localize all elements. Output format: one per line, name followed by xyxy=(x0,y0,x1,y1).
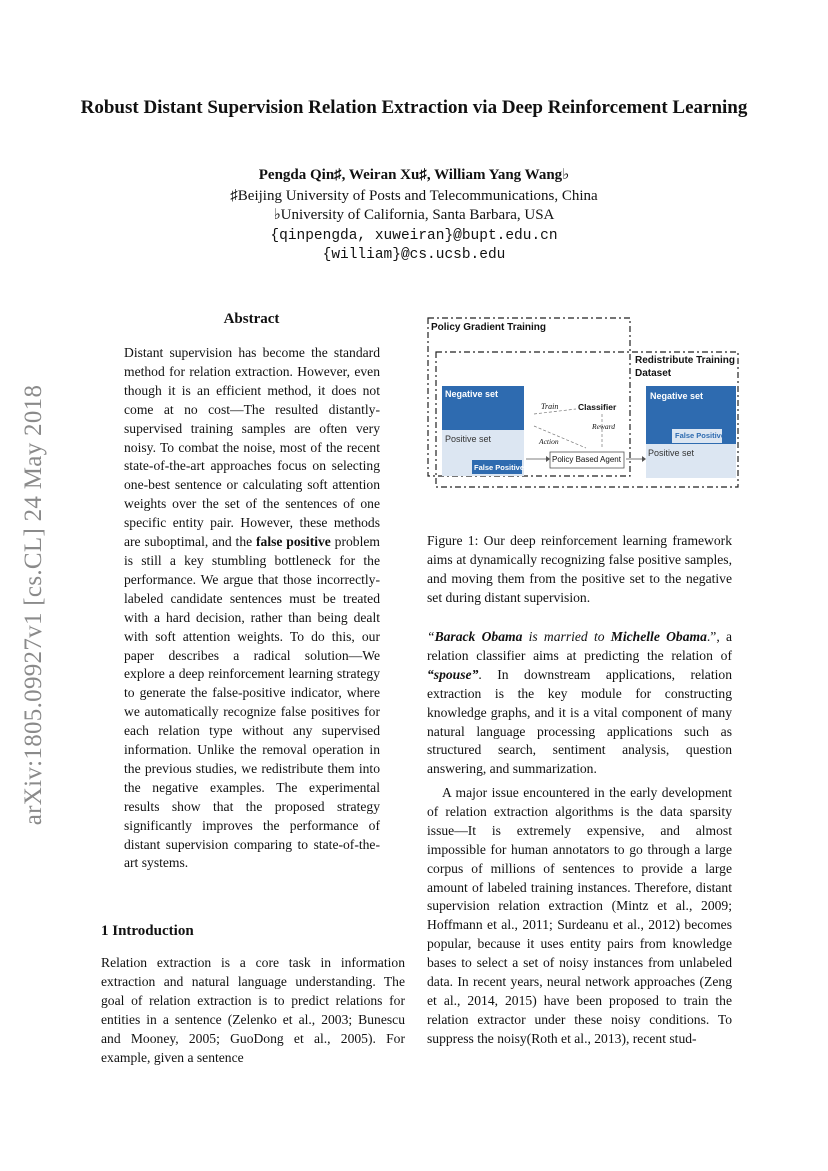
intro-heading: 1 Introduction xyxy=(101,923,194,939)
affiliation-1: ♯Beijing University of Posts and Telecommunications, China xyxy=(230,188,598,204)
affiliation-2: ♭University of California, Santa Barbara, USA xyxy=(273,207,555,223)
abstract-heading: Abstract xyxy=(223,311,280,327)
author-list: Pengda Qin♯, Weiran Xu♯, William Yang Wang♭ xyxy=(258,167,570,183)
fig-train-label: Train xyxy=(541,402,559,411)
arxiv-stamp xyxy=(14,355,54,855)
abstract-text-1: Distant supervision has become the standard method for relation extraction. However, even though it is an efficient method, it does not come at no cost—The resulted distantly-supervised training samples are often very noisy. To combat the noise, most of the recent state-of-the-art approaches focus on selecting one-best sentence or calculating soft attention weights over the set of the sentences of one specific entity pair. However, these methods are suboptimal, and the xyxy=(124,345,380,550)
figure-1 xyxy=(426,316,742,491)
example-open-quote: “ xyxy=(427,629,435,644)
abstract-bold-term: false positive xyxy=(256,534,331,550)
right-p1-text-1: , a relation classifier aims at predicting the relation of xyxy=(427,629,732,663)
fig-agent-label: Policy Based Agent xyxy=(552,455,621,464)
fig-negative-set-left: Negative set xyxy=(445,389,499,399)
fig-positive-set-right: Positive set xyxy=(648,448,695,458)
fig-positive-set-left: Positive set xyxy=(445,434,492,444)
example-middle: is married to xyxy=(522,629,611,644)
email-1: {qinpengda, xuweiran}@bupt.edu.cn xyxy=(270,228,558,244)
fig-classifier-label: Classifier xyxy=(578,402,617,412)
intro-paragraph xyxy=(101,954,405,1067)
paper-title: Robust Distant Supervision Relation Extraction via Deep Reinforcement Learning xyxy=(80,97,748,118)
right-column-paragraph-2 xyxy=(427,784,732,1049)
right-p1-text-2: . In downstream applications, relation extraction is the key module for constructing knowledge graphs, and it is a vital component of many natural language processing applications such as structured search, sentiment analysis, question answering, and summarization. xyxy=(427,666,732,777)
right-p2-text: A major issue encountered in the early development of relation extraction algorithms is the data sparsity issue—It is extremely expensive, and almost impossible for human annotators to go through a large corpus of millions of sentences to provide a large amount of labeled training instances. Therefore, distant supervision relation extraction (Mintz et al., 2009; Hoffmann et al., 2011; Surdeanu et al., 2012) becomes popular, because it uses entity pairs from knowledge bases to select a set of noisy instances from unlabeled data. In recent years, neural network approaches (Zeng et al., 2014, 2015) have been proposed to train the relation extractor under these noisy conditions. To suppress the noisy(Roth et al., 2013), recent stud- xyxy=(427,785,732,1046)
example-entity-1: Barack Obama xyxy=(434,629,523,644)
fig-redistribute-label: Redistribute Training Dataset xyxy=(635,355,736,379)
arxiv-id: arXiv:1805.09927v1 [cs.CL] 24 May 2018 xyxy=(20,384,47,826)
fig-action-label: Action xyxy=(539,437,559,446)
example-close-quote: .” xyxy=(706,629,717,644)
example-relation: “spouse” xyxy=(427,666,479,682)
email-2: {william}@cs.ucsb.edu xyxy=(322,247,506,263)
fig-false-positive-left: False Positive xyxy=(474,463,525,472)
right-column-paragraph-1 xyxy=(427,628,732,779)
abstract-text-2: problem is still a key stumbling bottleneck for the performance. We argue that those incorrectly-labeled candidate sentences must be treated with a hard decision, rather than being dealt with soft attention weights. To do this, our paper describes a radical solution—We explore a deep reinforcement learning strategy to generate the false-positive indicator, where we automatically recognize false positives for each relation type without any supervised information. Unlike the removal operation in the previous studies, we redistribute them into the negative examples. The experimental results show that the proposed strategy significantly improves the performance of distant supervision comparing to state-of-the-art systems. xyxy=(124,534,380,871)
figure-caption: Figure 1: Our deep reinforcement learning framework aims at dynamically recognizing false positive samples, and moving them from the positive set to the negative set during distant supervision. xyxy=(427,533,732,605)
example-entity-2: Michelle Obama xyxy=(610,629,707,644)
intro-text: Relation extraction is a core task in information extraction and natural language understanding. The goal of relation extraction is to predict relations for entities in a sentence (Zelenko et al., 2003; Bunescu and Mooney, 2005; GuoDong et al., 2005). For example, given a sentence xyxy=(101,955,405,1065)
abstract-body xyxy=(124,344,380,873)
fig-reward-label: Reward xyxy=(592,422,616,431)
fig-false-positive-right: False Positive xyxy=(675,431,726,440)
fig-pg-training-label: Policy Gradient Training xyxy=(431,322,547,333)
fig-negative-set-right: Negative set xyxy=(650,391,704,401)
